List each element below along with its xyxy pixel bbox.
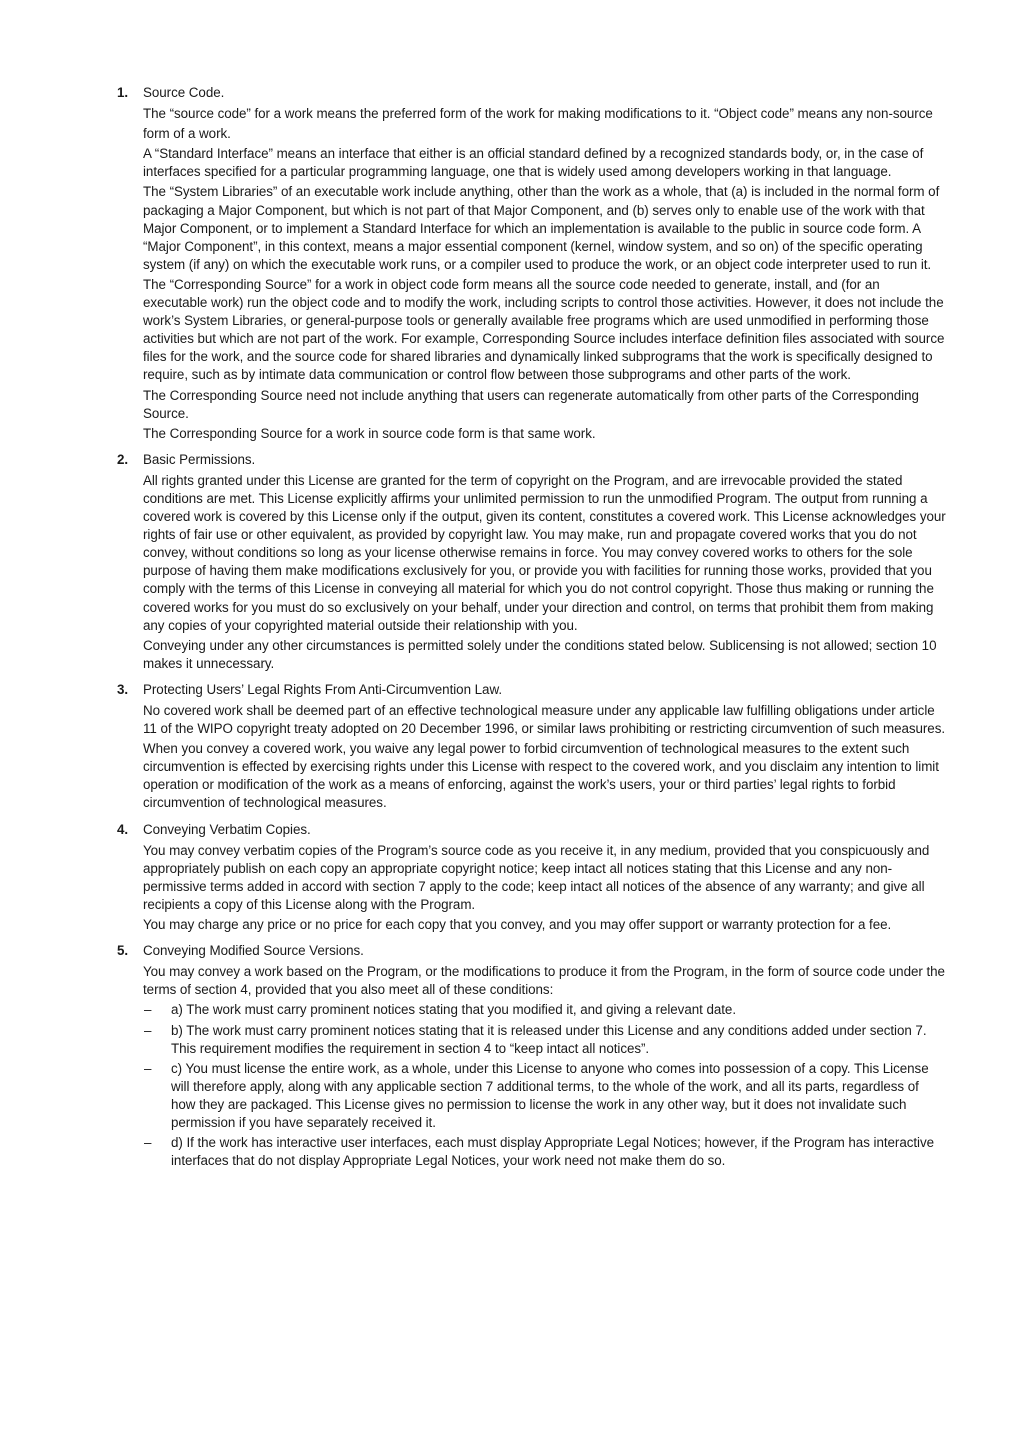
bullet-dash: – [144,1060,152,1076]
section-title: Conveying Verbatim Copies. [143,821,311,837]
paragraph: You may charge any price or no price for each copy that you convey, and you may offer support or warranty protection for a fee. [143,917,892,933]
list-item-text: b) The work must carry prominent notices stating that it is released under this License and any conditions added under section 7. This requirement modifies the requirement in section 4 to “keep intact all notices”. [171,1022,927,1056]
section-number: 4. [117,821,129,837]
section-verbatim-copies [0,821,1030,935]
bullet-dash: – [144,1002,152,1018]
list-item [144,1060,946,1132]
section-source-code [0,84,1030,443]
list-item [144,1001,946,1019]
paragraph: When you convey a covered work, you waive any legal power to forbid circumvention of technological measures to the extent such circumvention is effected by exercising rights under this License with respect to the covered work, and you disclaim any intention to limit operation or modification of the work as a means of enforcing, against the work’s users, your or third parties’ legal rights to forbid circumvention of technological measures. [143,741,939,811]
paragraph: You may convey a work based on the Program, or the modifications to produce it from the Program, in the form of source code under the terms of section 4, provided that you also meet all of these conditions: [143,964,945,998]
list-item [144,1022,946,1058]
section-anti-circumvention [0,681,1030,813]
section-number: 1. [117,85,129,100]
section-modified-source [0,942,1030,1170]
section-number: 3. [117,681,129,697]
paragraph: You may convey verbatim copies of the Program’s source code as you receive it, in any medium, provided that you conspicuously and appropriately publish on each copy an appropriate copyright notice; keep intact all notices stating that this License and any non-permissive terms added in accord with section 7 apply to the code; keep intact all notices of the absence of any warranty; and give all recipients a copy of this License along with the Program. [143,842,930,912]
paragraph: The “System Libraries” of an executable work include anything, other than the work as a whole, that (a) is included in the normal form of packaging a Major Component, but which is not part of that Major Component, and (b) serves only to enable use of the work with that Major Component, or to implement a Standard Interface for which an implementation is available to the public in source code form. A “Major Component”, in this context, means a major essential component (kernel, window system, and so on) of the specific operating system (if any) on which the executable work runs, or a compiler used to produce the work, or an object code interpreter used to run it. [143,184,940,272]
bullet-dash: – [144,1022,152,1038]
paragraph: form of a work. [143,126,231,142]
license-document [0,84,1030,1172]
list-item-text: c) You must license the entire work, as a whole, under this License to anyone who comes into possession of a copy. This License will therefore apply, along with any applicable section 7 additional terms, to the whole of the work, and all its parts, regardless of how they are packaged. This License gives no permission to license the work in any other way, but it does not invalidate such permission if you have separately received it. [171,1060,929,1130]
paragraph: No covered work shall be deemed part of an effective technological measure under any applicable law fulfilling obligations under article 11 of the WIPO copyright treaty adopted on 20 December 1996, or similar laws prohibiting or restricting circumvention of such measures. [143,703,946,737]
section-title: Protecting Users’ Legal Rights From Anti-Circumvention Law. [143,681,502,697]
section-basic-permissions [0,451,1030,673]
paragraph: The Corresponding Source need not include anything that users can regenerate automatically from other parts of the Corresponding Source. [143,387,919,421]
list-item-text: d) If the work has interactive user interfaces, each must display Appropriate Legal Notices; however, if the Program has interactive interfaces that do not display Appropriate Legal Notices, your work need not make them do so. [171,1135,934,1169]
paragraph: Conveying under any other circumstances is permitted solely under the conditions stated below. Sublicensing is not allowed; section 10 makes it unnecessary. [143,637,937,671]
paragraph: All rights granted under this License are granted for the term of copyright on the Program, and are irrevocable provided the stated conditions are met. This License explicitly affirms your unlimited permission to run the unmodified Program. The output from running a covered work is covered by this License only if the output, given its content, constitutes a covered work. This License acknowledges your rights of fair use or other equivalent, as provided by copyright law. You may make, run and propagate covered works that you do not convey, without conditions so long as your license otherwise remains in force. You may convey covered works to others for the sole purpose of having them make modifications exclusively for you, or provide you with facilities for running those works, provided that you comply with the terms of this License in conveying all material for which you do not control copyright. Those thus making or running the covered works for you must do so exclusively on your behalf, under your direction and control, on terms that prohibit them from making any copies of your copyrighted material outside their relationship with you. [143,472,946,633]
list-item [144,1134,946,1170]
section-title: Source Code. [143,85,225,100]
paragraph: A “Standard Interface” means an interface that either is an official standard defined by a recognized standards body, or, in the case of interfaces specified for a particular programming language, one that is widely used among developers working in that language. [143,146,924,180]
list-item-text: a) The work must carry prominent notices stating that you modified it, and giving a relevant date. [171,1002,736,1018]
paragraph: The “Corresponding Source” for a work in object code form means all the source code needed to generate, install, and (for an executable work) run the object code and to modify the work, including scripts to control those activities. However, it does not include the work’s System Libraries, or general-purpose tools or generally available free programs which are used unmodified in performing those activities but which are not part of the work. For example, Corresponding Source includes interface definition files associated with source files for the work, and the source code for shared libraries and dynamically linked subprograms that the work is specifically designed to require, such as by intimate data communication or control flow between those subprograms and other parts of the work. [143,276,945,383]
bullet-dash: – [144,1135,152,1151]
paragraph: The “source code” for a work means the preferred form of the work for making modifications to it. “Object code” means any non-source [143,106,933,122]
section-number: 2. [117,451,129,467]
paragraph: The Corresponding Source for a work in source code form is that same work. [143,425,596,441]
section-title: Basic Permissions. [143,451,256,467]
section-title: Conveying Modified Source Versions. [143,943,364,959]
section-number: 5. [117,943,129,959]
